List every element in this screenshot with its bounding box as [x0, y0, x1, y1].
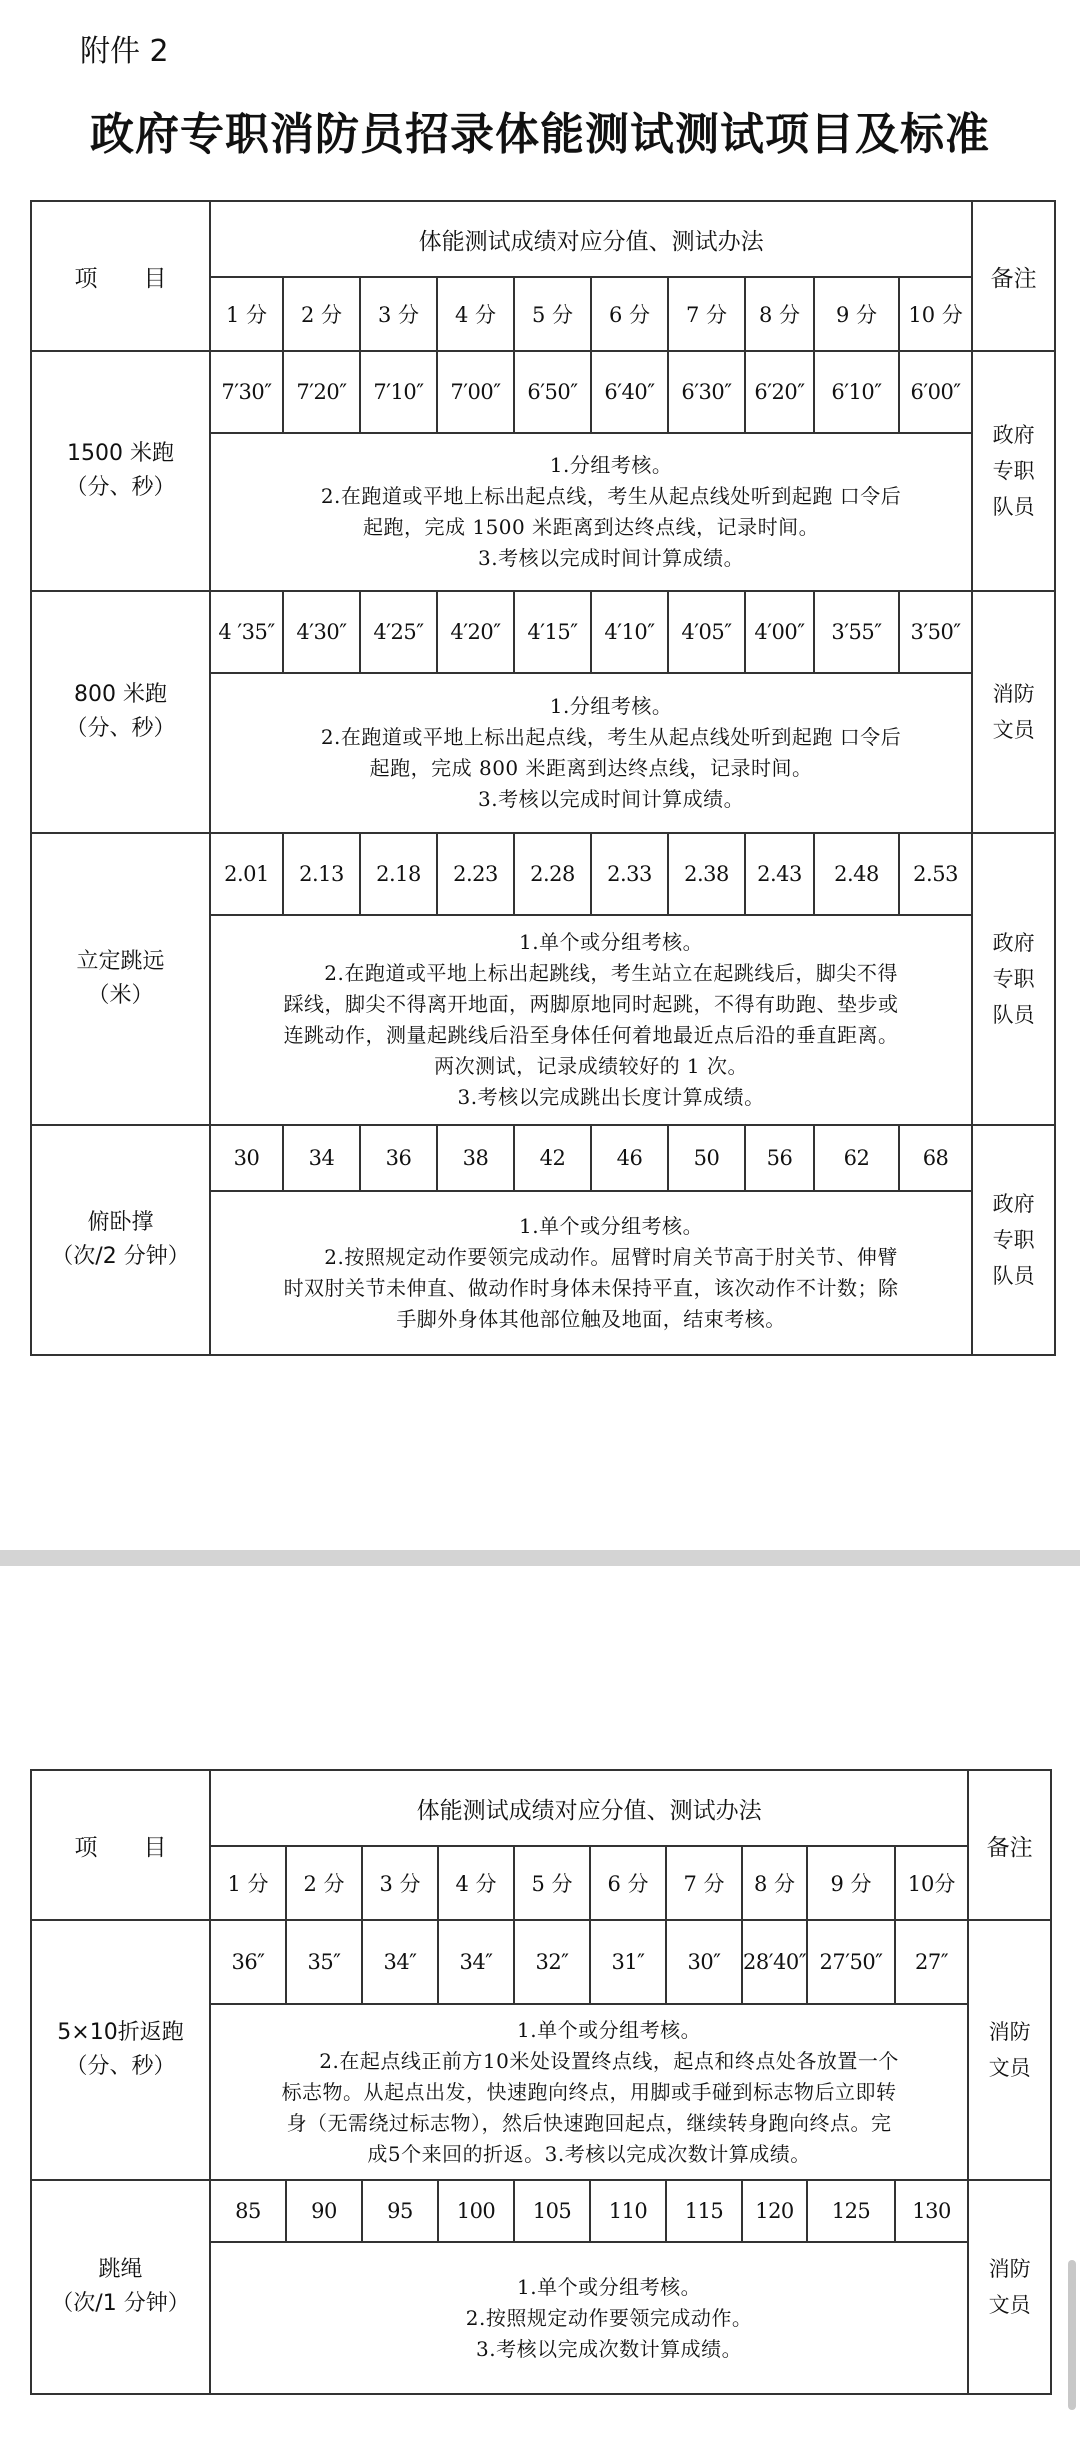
note-line: 消防 [992, 682, 1035, 706]
note-cell [972, 351, 1055, 591]
score-value-cell: 35″ [286, 1920, 362, 2004]
note-cell [968, 2180, 1051, 2394]
score-value-cell: 2.48 [814, 833, 899, 915]
score-value-cell: 7′30″ [210, 351, 283, 433]
score-value-cell: 62 [814, 1125, 899, 1191]
score-column-header: 10 分 [899, 277, 972, 351]
note-line: 文员 [988, 2056, 1031, 2080]
note-header: 备注 [972, 201, 1055, 351]
note-line: 队员 [992, 1264, 1035, 1288]
score-value-cell: 56 [745, 1125, 814, 1191]
score-value-cell: 50 [668, 1125, 745, 1191]
score-value-cell: 46 [591, 1125, 668, 1191]
attachment-label: 附件 2 [80, 34, 169, 69]
score-value-cell: 32″ [514, 1920, 590, 2004]
method-line: 1.单个或分组考核。 [519, 1214, 704, 1238]
method-line: 起跑，完成 800 米距离到达终点线，记录时间。 [369, 756, 813, 780]
method-line: 1.分组考核。 [549, 453, 673, 477]
score-value-cell: 2.28 [514, 833, 591, 915]
test-item-name [31, 2180, 210, 2394]
note-line: 队员 [992, 495, 1035, 519]
score-column-header: 9 分 [807, 1846, 895, 1920]
method-line: 两次测试，记录成绩较好的 1 次。 [434, 1054, 749, 1078]
score-column-header: 5 分 [514, 277, 591, 351]
page-separator [0, 1550, 1080, 1566]
method-line: 2.在起点线正前方10米处设置终点线，起点和终点处各放置一个 [319, 2048, 899, 2073]
score-value-cell: 6′00″ [899, 351, 972, 433]
score-value-cell: 90 [286, 2180, 362, 2242]
score-value-cell: 4′25″ [360, 591, 437, 673]
note-line: 消防 [988, 2020, 1031, 2044]
score-value-cell: 30 [210, 1125, 283, 1191]
score-value-cell: 7′00″ [437, 351, 514, 433]
table-body-1 [31, 201, 1055, 1355]
score-column-header: 6 分 [590, 1846, 666, 1920]
score-value-cell: 38 [437, 1125, 514, 1191]
score-value-cell: 4′05″ [668, 591, 745, 673]
note-cell [968, 1920, 1051, 2180]
method-line: 1.单个或分组考核。 [517, 2274, 702, 2299]
note-line: 专职 [992, 967, 1035, 991]
method-line: 踩线，脚尖不得离开地面，两脚原地同时起跳，不得有助跑、垫步或 [283, 992, 899, 1016]
score-column-header: 7 分 [666, 1846, 742, 1920]
score-value-cell: 2.38 [668, 833, 745, 915]
test-method-cell [210, 2242, 968, 2394]
score-value-cell: 4′10″ [591, 591, 668, 673]
method-line: 2.按照规定动作要领完成动作。 [465, 2305, 753, 2330]
test-item-title: 800 米跑 [74, 682, 167, 707]
score-value-cell: 2.53 [899, 833, 972, 915]
score-value-cell: 27″ [895, 1920, 968, 2004]
method-line: 2.按照规定动作要领完成动作。屈臂时肩关节高于肘关节、伸臂 [324, 1245, 898, 1269]
score-column-header: 3 分 [360, 277, 437, 351]
score-column-header: 2 分 [283, 277, 360, 351]
test-item-name [31, 1920, 210, 2180]
method-line: 成5个来回的折返。3.考核以完成次数计算成绩。 [367, 2141, 811, 2166]
test-item-title: 跳绳 [98, 2257, 143, 2282]
method-line: 时双肘关节未伸直、做动作时身体未保持平直，该次动作不计数；除 [283, 1276, 899, 1300]
table-body-2 [31, 1770, 1051, 2394]
method-line: 3.考核以完成时间计算成绩。 [478, 546, 745, 570]
method-line: 3.考核以完成次数计算成绩。 [476, 2336, 743, 2361]
method-line: 手脚外身体其他部位触及地面，结束考核。 [396, 1307, 786, 1331]
score-value-cell: 4′15″ [514, 591, 591, 673]
score-value-cell: 34″ [438, 1920, 514, 2004]
score-column-header: 1 分 [210, 277, 283, 351]
score-column-header: 7 分 [668, 277, 745, 351]
score-value-cell: 2.23 [437, 833, 514, 915]
test-method-cell [210, 915, 972, 1125]
score-value-cell: 34″ [362, 1920, 438, 2004]
method-line: 2.在跑道或平地上标出起跳线，考生站立在起跳线后，脚尖不得 [324, 961, 898, 985]
note-line: 文员 [992, 718, 1035, 742]
score-value-cell: 4′00″ [745, 591, 814, 673]
score-value-cell: 36″ [210, 1920, 286, 2004]
note-line: 政府 [992, 931, 1035, 955]
score-value-cell: 125 [807, 2180, 895, 2242]
standards-table-2 [30, 1769, 1052, 2395]
test-method-cell [210, 433, 972, 591]
score-value-cell: 36 [360, 1125, 437, 1191]
method-line: 身（无需绕过标志物），然后快速跑回起点，继续转身跑向终点。完 [286, 2110, 892, 2135]
test-item-title: 立定跳远 [76, 949, 165, 974]
test-item-name [31, 833, 210, 1125]
score-column-header: 4 分 [438, 1846, 514, 1920]
item-header: 项 目 [31, 1770, 210, 1920]
score-value-cell: 68 [899, 1125, 972, 1191]
method-line: 1.单个或分组考核。 [517, 2017, 702, 2042]
note-cell [972, 591, 1055, 833]
method-line: 3.考核以完成时间计算成绩。 [478, 787, 745, 811]
score-header: 体能测试成绩对应分值、测试办法 [210, 201, 972, 277]
score-value-cell: 28′40″ [742, 1920, 807, 2004]
method-line: 1.单个或分组考核。 [519, 930, 704, 954]
test-item-title: 5×10折返跑 [57, 2020, 184, 2045]
note-line: 政府 [992, 1192, 1035, 1216]
score-value-cell: 30″ [666, 1920, 742, 2004]
test-item-unit: （次/1 分钟） [51, 2291, 190, 2316]
test-item-name [31, 351, 210, 591]
method-line: 3.考核以完成跳出长度计算成绩。 [457, 1085, 765, 1109]
test-item-unit: （分、秒） [65, 716, 176, 741]
method-line: 2.在跑道或平地上标出起点线，考生从起点线处听到起跑 口令后 [320, 484, 902, 508]
score-value-cell: 2.18 [360, 833, 437, 915]
score-column-header: 6 分 [591, 277, 668, 351]
note-header: 备注 [968, 1770, 1051, 1920]
score-value-cell: 2.33 [591, 833, 668, 915]
score-value-cell: 2.01 [210, 833, 283, 915]
item-header: 项 目 [31, 201, 210, 351]
test-item-title: 1500 米跑 [67, 441, 174, 466]
note-cell [972, 1125, 1055, 1355]
method-line: 1.分组考核。 [549, 694, 673, 718]
scrollbar[interactable] [1068, 2260, 1076, 2410]
test-item-unit: （分、秒） [65, 2054, 176, 2079]
note-cell [972, 833, 1055, 1125]
note-line: 专职 [992, 459, 1035, 483]
score-column-header: 9 分 [814, 277, 899, 351]
note-line: 专职 [992, 1228, 1035, 1252]
method-line: 标志物。从起点出发，快速跑向终点，用脚或手碰到标志物后立即转 [281, 2079, 897, 2104]
score-header: 体能测试成绩对应分值、测试办法 [210, 1770, 968, 1846]
score-value-cell: 85 [210, 2180, 286, 2242]
page-title: 政府专职消防员招录体能测试测试项目及标准 [90, 109, 990, 160]
score-column-header: 10分 [895, 1846, 968, 1920]
test-method-cell [210, 673, 972, 833]
score-value-cell: 42 [514, 1125, 591, 1191]
score-value-cell: 6′20″ [745, 351, 814, 433]
score-value-cell: 7′20″ [283, 351, 360, 433]
score-value-cell: 110 [590, 2180, 666, 2242]
score-value-cell: 4 ′35″ [210, 591, 283, 673]
score-value-cell: 2.43 [745, 833, 814, 915]
test-item-unit: （米） [87, 983, 154, 1008]
score-column-header: 8 分 [745, 277, 814, 351]
score-value-cell: 27′50″ [807, 1920, 895, 2004]
score-value-cell: 4′30″ [283, 591, 360, 673]
score-value-cell: 3′55″ [814, 591, 899, 673]
score-column-header: 4 分 [437, 277, 514, 351]
test-item-unit: （分、秒） [65, 475, 176, 500]
score-value-cell: 6′10″ [814, 351, 899, 433]
test-item-name [31, 1125, 210, 1355]
score-value-cell: 2.13 [283, 833, 360, 915]
score-value-cell: 130 [895, 2180, 968, 2242]
score-column-header: 8 分 [742, 1846, 807, 1920]
score-value-cell: 4′20″ [437, 591, 514, 673]
score-column-header: 1 分 [210, 1846, 286, 1920]
method-line: 2.在跑道或平地上标出起点线，考生从起点线处听到起跑 口令后 [320, 725, 902, 749]
document-page-2 [0, 1566, 1080, 2460]
test-method-cell [210, 1191, 972, 1355]
note-line: 政府 [992, 423, 1035, 447]
score-column-header: 5 分 [514, 1846, 590, 1920]
method-line: 连跳动作，测量起跳线后沿至身体任何着地最近点后沿的垂直距离。 [283, 1023, 899, 1047]
score-value-cell: 115 [666, 2180, 742, 2242]
score-value-cell: 6′30″ [668, 351, 745, 433]
score-value-cell: 120 [742, 2180, 807, 2242]
test-item-unit: （次/2 分钟） [51, 1244, 190, 1269]
score-value-cell: 34 [283, 1125, 360, 1191]
score-value-cell: 100 [438, 2180, 514, 2242]
standards-table-1 [30, 200, 1056, 1356]
score-value-cell: 6′50″ [514, 351, 591, 433]
note-line: 队员 [992, 1003, 1035, 1027]
score-column-header: 2 分 [286, 1846, 362, 1920]
test-method-cell [210, 2004, 968, 2180]
note-line: 消防 [988, 2257, 1031, 2281]
score-column-header: 3 分 [362, 1846, 438, 1920]
score-value-cell: 31″ [590, 1920, 666, 2004]
test-item-name [31, 591, 210, 833]
score-value-cell: 95 [362, 2180, 438, 2242]
score-value-cell: 7′10″ [360, 351, 437, 433]
test-item-title: 俯卧撑 [87, 1210, 154, 1235]
score-value-cell: 3′50″ [899, 591, 972, 673]
method-line: 起跑，完成 1500 米距离到达终点线，记录时间。 [363, 515, 820, 539]
score-value-cell: 105 [514, 2180, 590, 2242]
note-line: 文员 [988, 2293, 1031, 2317]
score-value-cell: 6′40″ [591, 351, 668, 433]
